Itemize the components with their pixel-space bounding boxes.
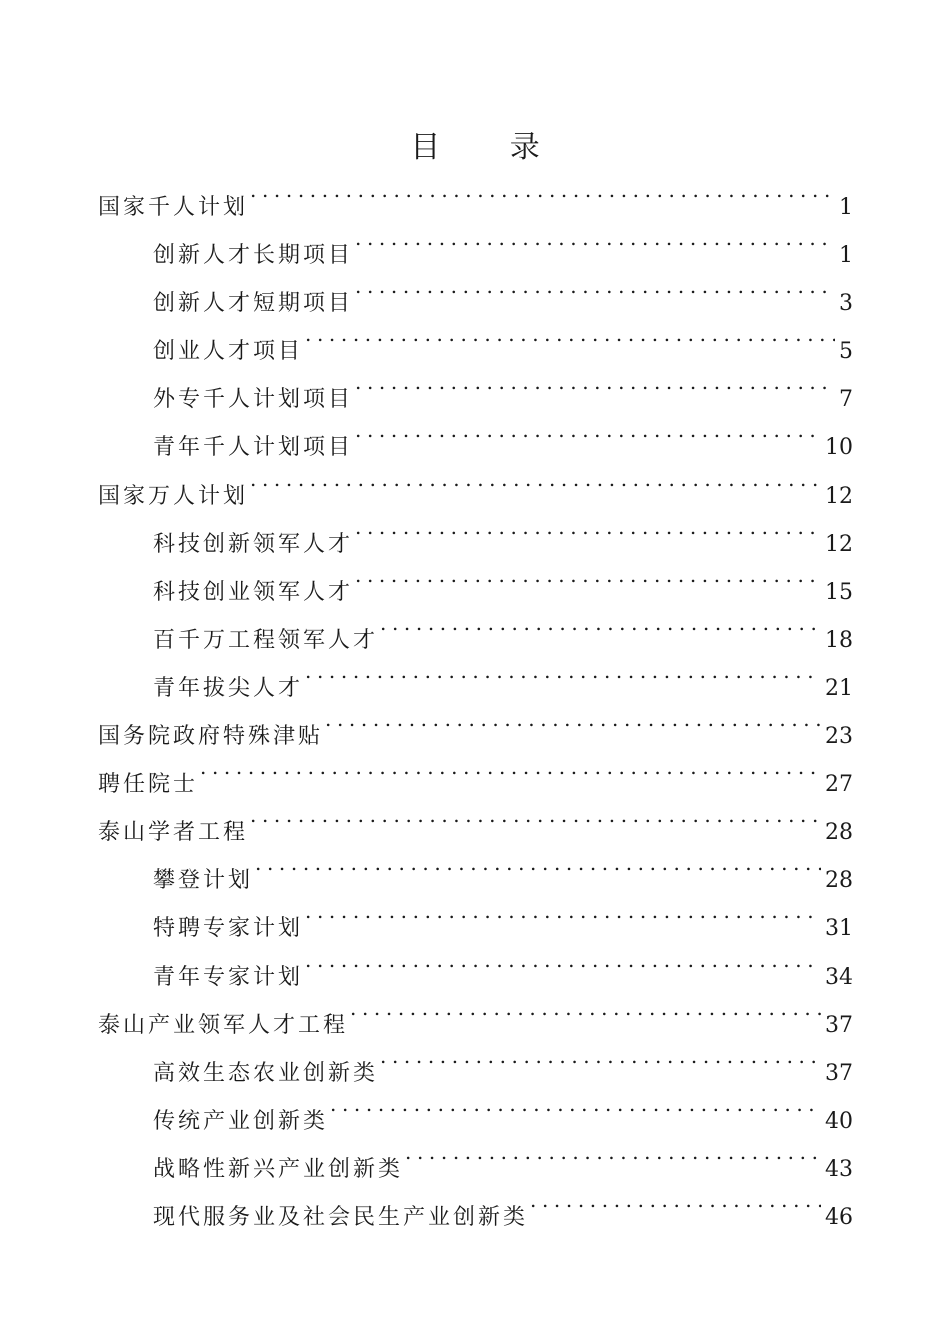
toc-dot-leader bbox=[403, 1128, 821, 1176]
toc-entry-label: 青年专家计划 bbox=[153, 964, 304, 990]
toc-dot-leader bbox=[248, 455, 821, 503]
toc-dot-leader bbox=[353, 358, 835, 406]
toc-page-number: 28 bbox=[825, 820, 853, 846]
toc-dot-leader bbox=[303, 936, 821, 984]
toc-entry-label: 国家千人计划 bbox=[98, 195, 249, 220]
toc-page-number: 43 bbox=[825, 1156, 853, 1182]
toc-dot-leader bbox=[348, 984, 821, 1032]
toc-page-number: 21 bbox=[825, 675, 853, 701]
toc-entry-label: 聘任院士 bbox=[98, 772, 199, 798]
toc-dot-leader bbox=[353, 551, 821, 599]
toc-entry-label: 高效生态农业创新类 bbox=[153, 1060, 379, 1086]
toc-entry-label: 科技创业领军人才 bbox=[153, 579, 354, 605]
toc-dot-leader bbox=[248, 791, 821, 839]
toc-entry-label: 特聘专家计划 bbox=[153, 916, 304, 942]
toc-entry-label: 创新人才短期项目 bbox=[153, 291, 354, 317]
toc-page-number: 3 bbox=[839, 291, 853, 317]
toc-entry-label: 创业人才项目 bbox=[153, 339, 304, 365]
toc-entry-label: 科技创新领军人才 bbox=[153, 531, 354, 557]
toc-page-number: 40 bbox=[825, 1108, 853, 1134]
toc-entry-label: 传统产业创新类 bbox=[153, 1108, 329, 1134]
toc-dot-leader bbox=[328, 1080, 821, 1128]
toc-dot-leader bbox=[378, 599, 821, 647]
toc-dot-leader bbox=[248, 166, 835, 214]
toc-entry-label: 青年拔尖人才 bbox=[153, 675, 304, 701]
toc-dot-leader bbox=[378, 1032, 821, 1080]
toc-entry-label: 创新人才长期项目 bbox=[153, 243, 354, 269]
toc-page-number: 23 bbox=[825, 724, 853, 750]
toc-list bbox=[98, 166, 853, 1230]
toc-entry-label: 泰山学者工程 bbox=[98, 820, 249, 846]
toc-entry-label: 国务院政府特殊津贴 bbox=[98, 724, 324, 750]
toc-page-number: 37 bbox=[825, 1012, 853, 1038]
toc-dot-leader bbox=[303, 887, 821, 935]
toc-page-number: 46 bbox=[825, 1204, 853, 1230]
toc-entry[interactable] bbox=[98, 166, 853, 220]
toc-dot-leader bbox=[353, 406, 821, 454]
toc-page-number: 10 bbox=[825, 435, 853, 461]
toc-entry-label: 外专千人计划项目 bbox=[153, 387, 354, 413]
toc-dot-leader bbox=[303, 310, 835, 358]
toc-page-number: 7 bbox=[839, 387, 853, 413]
toc-page-number: 37 bbox=[825, 1060, 853, 1086]
toc-entry-label: 青年千人计划项目 bbox=[153, 435, 354, 461]
toc-dot-leader bbox=[353, 214, 835, 262]
toc-page-number: 28 bbox=[825, 868, 853, 894]
toc-entry[interactable] bbox=[98, 791, 853, 846]
toc-page-number: 5 bbox=[839, 339, 853, 365]
toc-page-number: 34 bbox=[825, 964, 853, 990]
toc-entry[interactable] bbox=[98, 743, 853, 798]
toc-dot-leader bbox=[528, 1176, 821, 1224]
toc-title: 目 录 bbox=[410, 130, 570, 165]
toc-dot-leader bbox=[323, 695, 821, 743]
toc-page-number: 12 bbox=[825, 531, 853, 557]
toc-entry-label: 泰山产业领军人才工程 bbox=[98, 1012, 349, 1038]
toc-dot-leader bbox=[198, 743, 821, 791]
toc-dot-leader bbox=[353, 503, 821, 551]
toc-page-number: 31 bbox=[825, 916, 853, 942]
toc-entry-label: 现代服务业及社会民生产业创新类 bbox=[153, 1204, 529, 1230]
toc-entry-label: 攀登计划 bbox=[153, 868, 254, 894]
toc-dot-leader bbox=[353, 262, 835, 310]
toc-page-number: 27 bbox=[825, 772, 853, 798]
toc-page-number: 1 bbox=[839, 243, 853, 269]
toc-entry-label: 国家万人计划 bbox=[98, 483, 249, 509]
toc-entry-label: 百千万工程领军人才 bbox=[153, 627, 379, 653]
toc-dot-leader bbox=[303, 647, 821, 695]
toc-entry-label: 战略性新兴产业创新类 bbox=[153, 1156, 404, 1182]
toc-page-number: 1 bbox=[839, 195, 853, 220]
toc-page-number: 15 bbox=[825, 579, 853, 605]
toc-page-number: 18 bbox=[825, 627, 853, 653]
toc-dot-leader bbox=[253, 839, 821, 887]
toc-page-number: 12 bbox=[825, 483, 853, 509]
